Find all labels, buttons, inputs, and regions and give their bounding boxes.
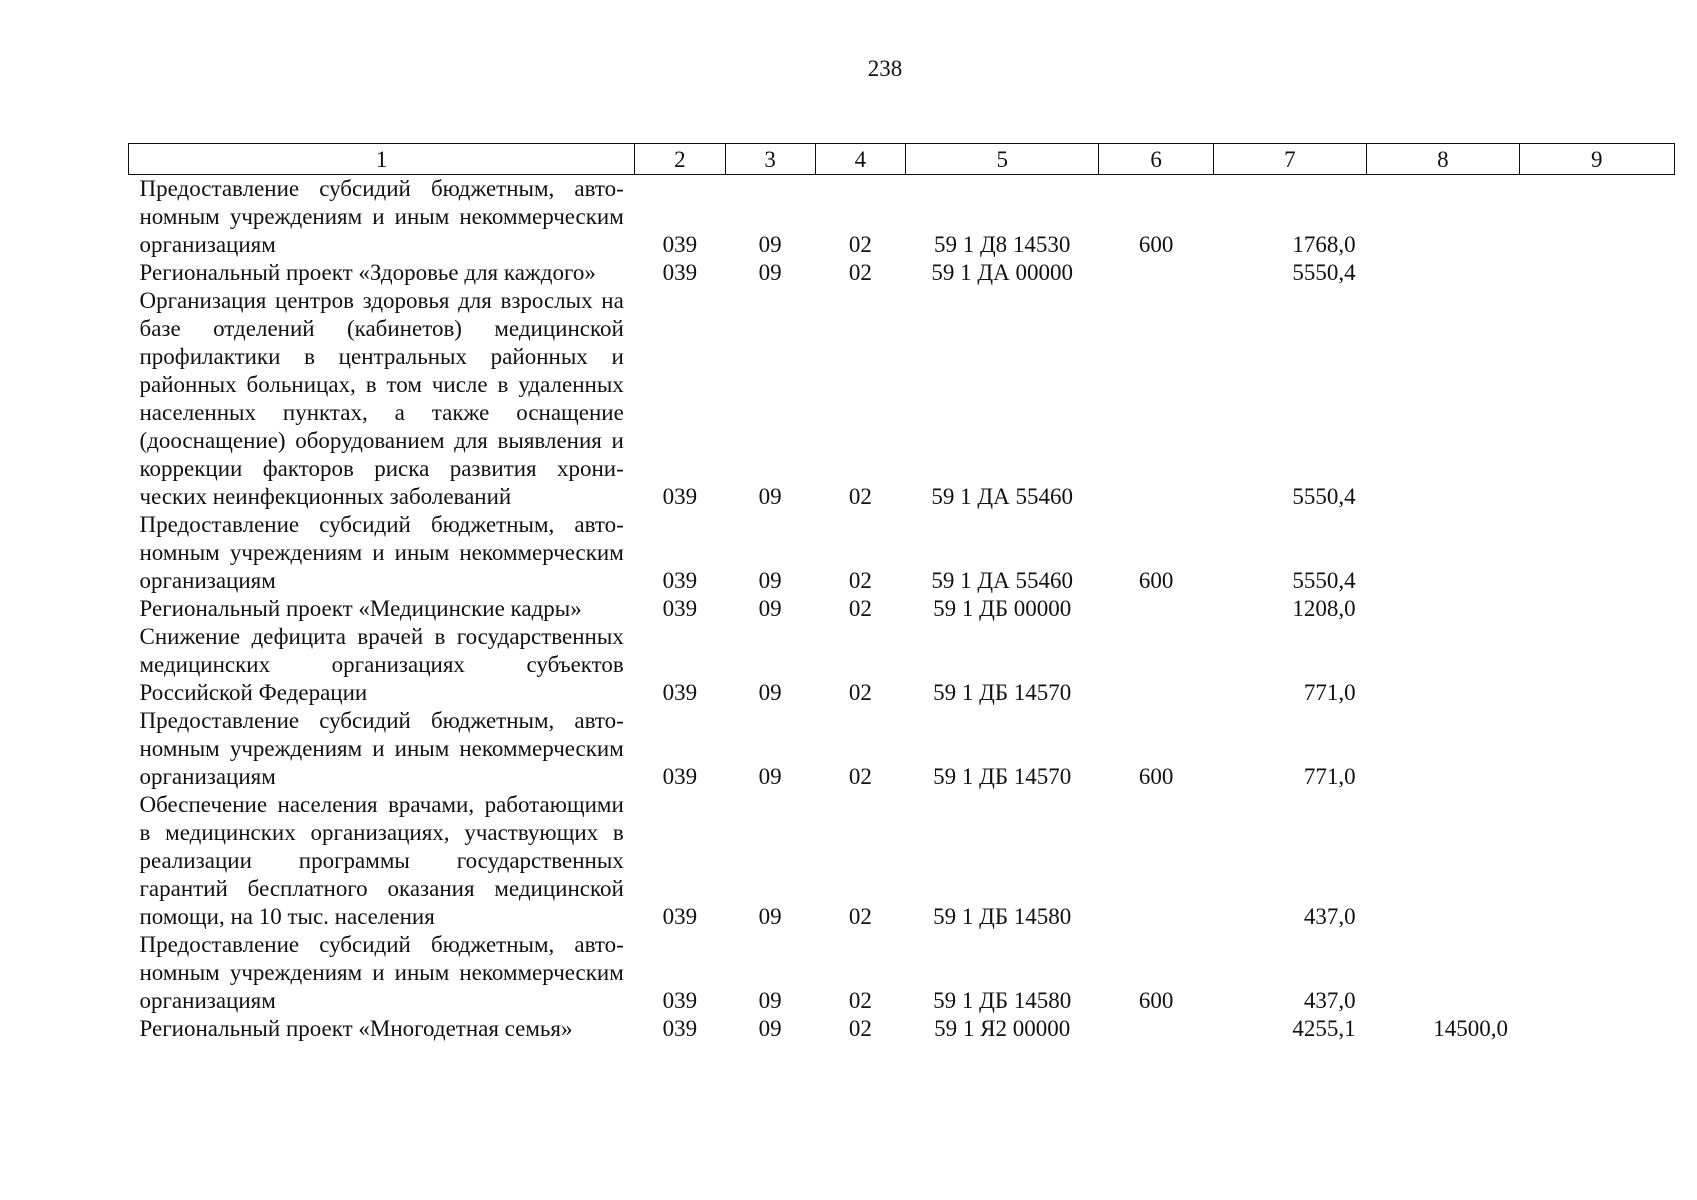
row-amount-col8 <box>1367 511 1519 595</box>
row-section-code: 09 <box>758 484 782 509</box>
row-expense-type <box>1099 1015 1213 1043</box>
row-subsection-code: 02 <box>848 680 872 705</box>
table-row <box>129 791 1675 931</box>
row-amount-col9 <box>1519 287 1674 511</box>
row-subsection-code: 02 <box>848 568 872 593</box>
row-name: Предоставление субсидий бюджетным, автономным учреждениям и иным некоммерческим организациям <box>139 708 624 789</box>
row-subsection-code: 02 <box>848 596 872 621</box>
row-amount-col7: 437,0 <box>1303 988 1356 1013</box>
row-name: Региональный проект «Медицинские кадры» <box>139 596 582 621</box>
column-header-3: 3 <box>725 144 815 175</box>
table-row <box>129 175 1675 260</box>
row-expense-type: 600 <box>1138 988 1174 1013</box>
row-amount-col7: 771,0 <box>1303 764 1356 789</box>
table-row <box>129 511 1675 595</box>
row-target-article: 59 1 ДБ 14570 <box>933 680 1072 705</box>
row-amount-col8: 14500,0 <box>1433 1016 1509 1041</box>
row-ministry-code: 039 <box>662 904 698 929</box>
table-body <box>129 175 1675 1044</box>
row-amount-col9 <box>1519 623 1674 707</box>
row-amount-col7: 771,0 <box>1303 680 1356 705</box>
row-section-code: 09 <box>758 596 782 621</box>
table-row <box>129 1015 1675 1043</box>
row-amount-col7: 5550,4 <box>1292 568 1356 593</box>
column-header-9: 9 <box>1519 144 1674 175</box>
row-expense-type: 600 <box>1138 568 1174 593</box>
row-target-article: 59 1 ДА 55460 <box>931 568 1073 593</box>
row-amount-col9 <box>1519 175 1674 260</box>
row-target-article: 59 1 ДА 00000 <box>931 260 1073 285</box>
row-section-code: 09 <box>758 988 782 1013</box>
column-header-1: 1 <box>129 144 635 175</box>
row-section-code: 09 <box>758 904 782 929</box>
row-amount-col9 <box>1519 595 1674 623</box>
table-header <box>129 144 1675 175</box>
row-expense-type <box>1099 259 1213 287</box>
table-row <box>129 287 1675 511</box>
row-amount-col8 <box>1367 623 1519 707</box>
table-row <box>129 707 1675 791</box>
row-ministry-code: 039 <box>662 1016 698 1041</box>
table-row <box>129 595 1675 623</box>
table-row <box>129 931 1675 1015</box>
row-amount-col8 <box>1367 791 1519 931</box>
column-header-6: 6 <box>1099 144 1213 175</box>
row-amount-col9 <box>1519 1015 1674 1043</box>
row-amount-col9 <box>1519 791 1674 931</box>
row-ministry-code: 039 <box>662 232 698 257</box>
row-amount-col8 <box>1367 595 1519 623</box>
row-amount-col9 <box>1519 511 1674 595</box>
row-ministry-code: 039 <box>662 596 698 621</box>
row-target-article: 59 1 ДА 55460 <box>931 484 1073 509</box>
row-ministry-code: 039 <box>662 764 698 789</box>
row-section-code: 09 <box>758 260 782 285</box>
row-amount-col7: 437,0 <box>1303 904 1356 929</box>
row-amount-col9 <box>1519 707 1674 791</box>
row-section-code: 09 <box>758 680 782 705</box>
row-subsection-code: 02 <box>848 904 872 929</box>
row-subsection-code: 02 <box>848 484 872 509</box>
row-section-code: 09 <box>758 232 782 257</box>
row-name: Снижение дефицита врачей в государственных медицинских организациях субъектов Российской Федерации <box>139 624 624 705</box>
row-subsection-code: 02 <box>848 988 872 1013</box>
row-target-article: 59 1 ДБ 14570 <box>933 764 1072 789</box>
row-expense-type <box>1099 287 1213 511</box>
row-amount-col8 <box>1367 287 1519 511</box>
row-name: Предоставление субсидий бюджетным, автономным учреждениям и иным некоммерческим организациям <box>139 176 624 257</box>
row-amount-col9 <box>1519 259 1674 287</box>
row-name: Обеспечение населения врачами, работающими в медицинских организациях, участвующих в реализации программы государственных гарантий бесплатного оказания медицинской помощи, на 10 тыс. населения <box>139 792 624 929</box>
column-header-2: 2 <box>635 144 725 175</box>
row-amount-col8 <box>1367 259 1519 287</box>
column-header-7: 7 <box>1213 144 1366 175</box>
row-target-article: 59 1 Я2 00000 <box>934 1016 1071 1041</box>
row-ministry-code: 039 <box>662 260 698 285</box>
row-ministry-code: 039 <box>662 680 698 705</box>
row-name: Организация центров здоровья для взрослых на базе отделений (кабинетов) медицинской профилактики в центральных районных и районных больницах, в том числе в удаленных населенных пунктах, а также оснащение (дооснащение) оборудованием для выявления и коррекции факторов риска развития хронических неинфекционных заболеваний <box>139 288 624 509</box>
column-header-5: 5 <box>905 144 1099 175</box>
row-amount-col7: 1208,0 <box>1292 596 1356 621</box>
row-target-article: 59 1 ДБ 14580 <box>933 988 1072 1013</box>
table-row <box>129 259 1675 287</box>
row-subsection-code: 02 <box>848 260 872 285</box>
row-amount-col8 <box>1367 175 1519 260</box>
row-subsection-code: 02 <box>848 232 872 257</box>
row-ministry-code: 039 <box>662 568 698 593</box>
row-expense-type: 600 <box>1138 232 1174 257</box>
row-amount-col7: 5550,4 <box>1292 484 1356 509</box>
row-target-article: 59 1 ДБ 14580 <box>933 904 1072 929</box>
row-section-code: 09 <box>758 568 782 593</box>
row-section-code: 09 <box>758 1016 782 1041</box>
row-target-article: 59 1 ДБ 00000 <box>933 596 1072 621</box>
row-expense-type <box>1099 595 1213 623</box>
row-amount-col8 <box>1367 707 1519 791</box>
row-name: Предоставление субсидий бюджетным, автономным учреждениям и иным некоммерческим организациям <box>139 932 624 1013</box>
column-header-4: 4 <box>815 144 905 175</box>
row-name: Предоставление субсидий бюджетным, автономным учреждениям и иным некоммерческим организациям <box>139 512 624 593</box>
row-expense-type <box>1099 623 1213 707</box>
row-amount-col9 <box>1519 931 1674 1015</box>
row-expense-type <box>1099 791 1213 931</box>
table-row <box>129 623 1675 707</box>
row-section-code: 09 <box>758 764 782 789</box>
row-amount-col7: 4255,1 <box>1292 1016 1356 1041</box>
row-amount-col7: 1768,0 <box>1292 232 1356 257</box>
row-expense-type: 600 <box>1138 764 1174 789</box>
row-amount-col7: 5550,4 <box>1292 260 1356 285</box>
column-header-8: 8 <box>1367 144 1519 175</box>
row-name: Региональный проект «Здоровье для каждого» <box>139 260 596 285</box>
row-amount-col8 <box>1367 931 1519 1015</box>
page-number: 238 <box>867 56 903 81</box>
header-row <box>129 144 1675 175</box>
row-target-article: 59 1 Д8 14530 <box>933 232 1071 257</box>
row-ministry-code: 039 <box>662 484 698 509</box>
budget-table <box>128 143 1675 1043</box>
row-ministry-code: 039 <box>662 988 698 1013</box>
row-subsection-code: 02 <box>848 1016 872 1041</box>
row-name: Региональный проект «Многодетная семья» <box>139 1016 573 1041</box>
row-subsection-code: 02 <box>848 764 872 789</box>
